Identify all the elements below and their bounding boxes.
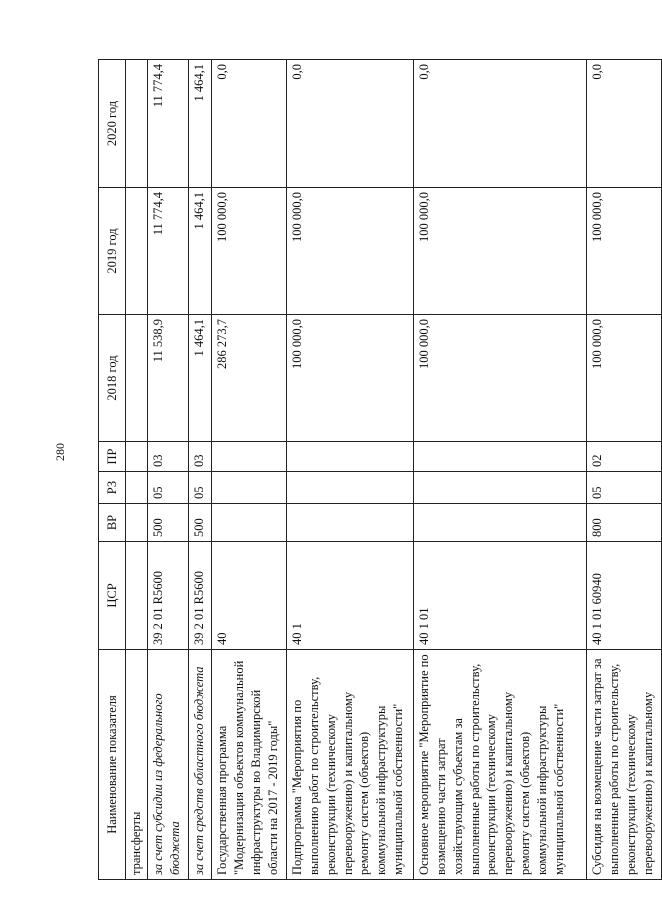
cell-pr: 02: [586, 442, 661, 472]
cell-name: за счет субсидии из федерального бюджета: [147, 650, 188, 880]
cell-2020: 0,0: [286, 60, 413, 188]
cell-name: трансферты: [126, 650, 148, 880]
cell-name: Подпрограмма "Мероприятия по выполнению работ по строительству, реконструкции (техническому перевооружению) и капитальному ремонту систем (объектов) коммунальной инфраструктуры муниципальной собственности": [286, 650, 413, 880]
cell-2020: 0,0: [413, 60, 586, 188]
cell-2019: 1 464,1: [188, 188, 211, 315]
table-row: [188, 60, 211, 880]
header-2019: 2019 год: [99, 188, 126, 315]
table-wrapper: [98, 60, 655, 880]
header-row: [99, 60, 126, 880]
page-number: 280: [53, 443, 67, 461]
cell-rz: [211, 472, 286, 504]
cell-2018: 100 000,0: [286, 315, 413, 442]
cell-2019: 100 000,0: [286, 188, 413, 315]
cell-csr: [126, 542, 148, 650]
table-row: [586, 60, 661, 880]
cell-rz: 05: [188, 472, 211, 504]
cell-pr: [413, 442, 586, 472]
cell-2020: 0,0: [211, 60, 286, 188]
cell-2019: 100 000,0: [586, 188, 661, 315]
cell-csr: 39 2 01 R5600: [147, 542, 188, 650]
cell-2020: 11 774,4: [147, 60, 188, 188]
cell-2018: 1 464,1: [188, 315, 211, 442]
cell-csr: 40 1 01: [413, 542, 586, 650]
cell-vr: [126, 504, 148, 542]
cell-csr: 39 2 01 R5600: [188, 542, 211, 650]
cell-2019: [126, 188, 148, 315]
cell-csr: 40: [211, 542, 286, 650]
cell-csr: 40 1: [286, 542, 413, 650]
header-2018: 2018 год: [99, 315, 126, 442]
table-row: [413, 60, 586, 880]
cell-pr: [286, 442, 413, 472]
table-row: [126, 60, 148, 880]
cell-name: Государственная программа "Модернизация объектов коммунальной инфраструктуры во Владимирской области на 2017 - 2019 годы": [211, 650, 286, 880]
header-rz: РЗ: [99, 472, 126, 504]
cell-2018: [126, 315, 148, 442]
cell-2020: 1 464,1: [188, 60, 211, 188]
header-2020: 2020 год: [99, 60, 126, 188]
budget-table: [98, 59, 662, 880]
cell-2019: 100 000,0: [413, 188, 586, 315]
cell-name: за счет средств областного бюджета: [188, 650, 211, 880]
cell-pr: 03: [147, 442, 188, 472]
cell-2018: 100 000,0: [413, 315, 586, 442]
cell-rz: 05: [147, 472, 188, 504]
cell-vr: [413, 504, 586, 542]
rotated-table-container: [98, 60, 655, 880]
cell-name: Основное мероприятие "Мероприятие по возмещению части затрат хозяйствующим субъектам за выполненные работы по строительству, реконструкции (техническому перевооружению) и капитальному ремонту систем (объектов) коммунальной инфраструктуры муниципальной собственности": [413, 650, 586, 880]
header-vr: ВР: [99, 504, 126, 542]
header-pr: ПР: [99, 442, 126, 472]
cell-vr: 800: [586, 504, 661, 542]
cell-pr: 03: [188, 442, 211, 472]
cell-vr: [211, 504, 286, 542]
cell-2019: 11 774,4: [147, 188, 188, 315]
cell-csr: 40 1 01 60940: [586, 542, 661, 650]
cell-2018: 11 538,9: [147, 315, 188, 442]
cell-vr: [286, 504, 413, 542]
cell-rz: [286, 472, 413, 504]
cell-vr: 500: [188, 504, 211, 542]
cell-2020: [126, 60, 148, 188]
cell-rz: [126, 472, 148, 504]
header-csr: ЦСР: [99, 542, 126, 650]
cell-rz: 05: [586, 472, 661, 504]
cell-2018: 100 000,0: [586, 315, 661, 442]
cell-2020: 0,0: [586, 60, 661, 188]
cell-name: Субсидия на возмещение части затрат за выполненные работы по строительству, реконструкции (техническому перевооружению) и капитальному: [586, 650, 661, 880]
cell-2018: 286 273,7: [211, 315, 286, 442]
table-row: [211, 60, 286, 880]
cell-pr: [211, 442, 286, 472]
cell-rz: [413, 472, 586, 504]
table-row: [147, 60, 188, 880]
cell-pr: [126, 442, 148, 472]
header-name: Наименование показателя: [99, 650, 126, 880]
cell-2019: 100 000,0: [211, 188, 286, 315]
cell-vr: 500: [147, 504, 188, 542]
table-row: [286, 60, 413, 880]
